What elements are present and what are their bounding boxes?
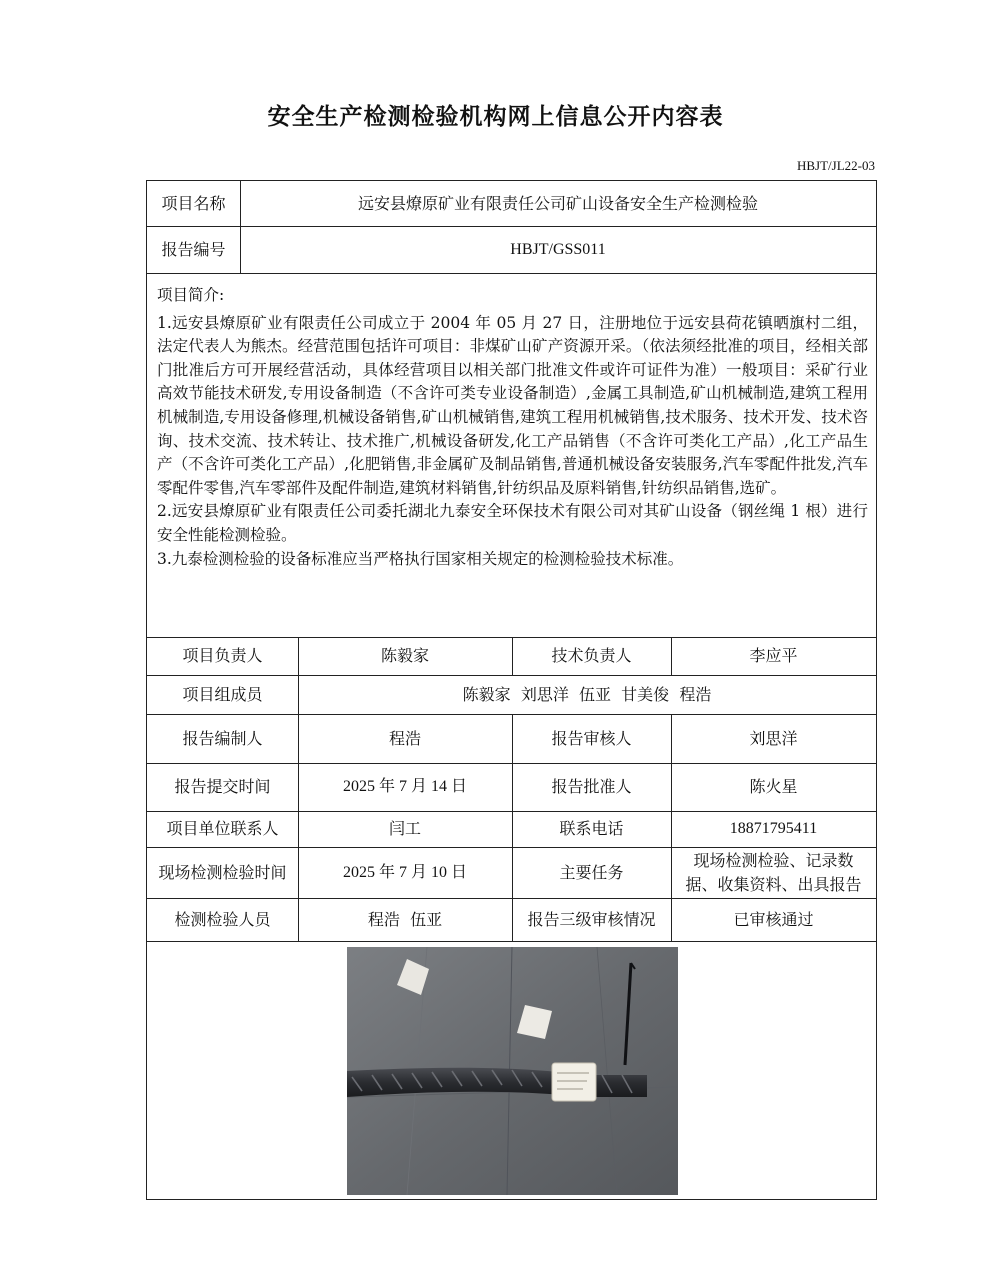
contact-label: 项目单位联系人 — [166, 819, 279, 838]
info-table — [146, 180, 877, 1200]
project-intro — [157, 284, 868, 571]
reviewer-label: 报告审核人 — [551, 728, 632, 748]
members-label: 项目组成员 — [182, 684, 263, 704]
page-title: 安全生产检测检验机构网上信息公开内容表 — [267, 104, 724, 130]
review-label: 报告三级审核情况 — [527, 909, 656, 929]
author-value: 程浩 — [388, 728, 421, 748]
intro-paragraph-3: 3.九泰检测检验的设备标准应当严格执行国家相关规定的检测检验技术标准。 — [157, 549, 684, 568]
report-no-value: HBJT/GSS011 — [510, 240, 606, 258]
contact-value: 闫工 — [388, 819, 421, 838]
task-label: 主要任务 — [559, 862, 624, 882]
onsite-value: 2025 年 7 月 10 日 — [342, 863, 467, 881]
tech-lead-label: 技术负责人 — [551, 646, 632, 665]
leader-label: 项目负责人 — [182, 646, 263, 665]
intro-paragraph-1: 1.远安县燎原矿业有限责任公司成立于 2004 年 05 月 27 日，注册地位于远安县荷花镇晒旗村二组，法定代表人为熊杰。经营范围包括许可项目：非煤矿山矿产资源开采。（依法须经批准的项目，经相关部门批准后方可开展经营活动，具体经营项目以相关部门批准文件或许可证件为准）一般项目：采矿行业高效节能技术研发,专用设备制造（不含许可类专业设备制造）,金属工具制造,矿山机械制造,建筑工程用机械制造,专用设备修理,机械设备销售,矿山机械销售,建筑工程用机械销售,技术服务、技术开发、技术咨询、技术交流、技术转让、技术推广,机械设备研发,化工产品销售（不含许可类化工产品）,化工产品生产（不含许可类化工产品）,化肥销售,非金属矿及制品销售,普通机械设备安装服务,汽车零配件批发,汽车零配件零售,汽车零部件及配件制造,建筑材料销售,针纺织品及原料销售,针纺织品销售,选矿。 — [157, 313, 868, 497]
project-name-value: 远安县燎原矿业有限责任公司矿山设备安全生产检测检验 — [357, 193, 758, 213]
reviewer-value: 刘思洋 — [749, 728, 798, 748]
report-no-label: 报告编号 — [161, 239, 226, 259]
intro-paragraph-2: 2.远安县燎原矿业有限责任公司委托湖北九泰安全环保技术有限公司对其矿山设备（钢丝绳 1 根）进行安全性能检测检验。 — [157, 502, 868, 544]
row-divider — [147, 273, 876, 274]
author-label: 报告编制人 — [182, 728, 263, 748]
task-value: 现场检测检验、记录数据、收集资料、出具报告 — [685, 850, 862, 894]
form-number: HBJT/JL22-03 — [797, 158, 875, 173]
members-value: 陈毅家 刘思洋 伍亚 甘美俊 程浩 — [462, 684, 712, 704]
project-name-label: 项目名称 — [161, 193, 226, 213]
approver-label: 报告批准人 — [551, 777, 632, 796]
phone-value: 18871795411 — [729, 820, 818, 837]
leader-value: 陈毅家 — [380, 646, 429, 665]
inspectors-label: 检测检验人员 — [174, 909, 271, 929]
wire-rope-photo-graphic — [347, 947, 678, 1195]
wire-rope-photo — [347, 947, 678, 1195]
submit-value: 2025 年 7 月 14 日 — [342, 778, 467, 795]
review-value: 已审核通过 — [733, 909, 814, 929]
inspectors-value: 程浩 伍亚 — [367, 909, 443, 929]
onsite-label: 现场检测检验时间 — [158, 862, 287, 882]
intro-heading: 项目简介: — [157, 286, 225, 304]
phone-label: 联系电话 — [559, 819, 624, 838]
row-divider — [147, 941, 876, 942]
sample-label — [552, 1063, 596, 1101]
tech-lead-value: 李应平 — [749, 646, 798, 665]
approver-value: 陈火星 — [749, 777, 798, 796]
submit-label: 报告提交时间 — [174, 777, 271, 796]
